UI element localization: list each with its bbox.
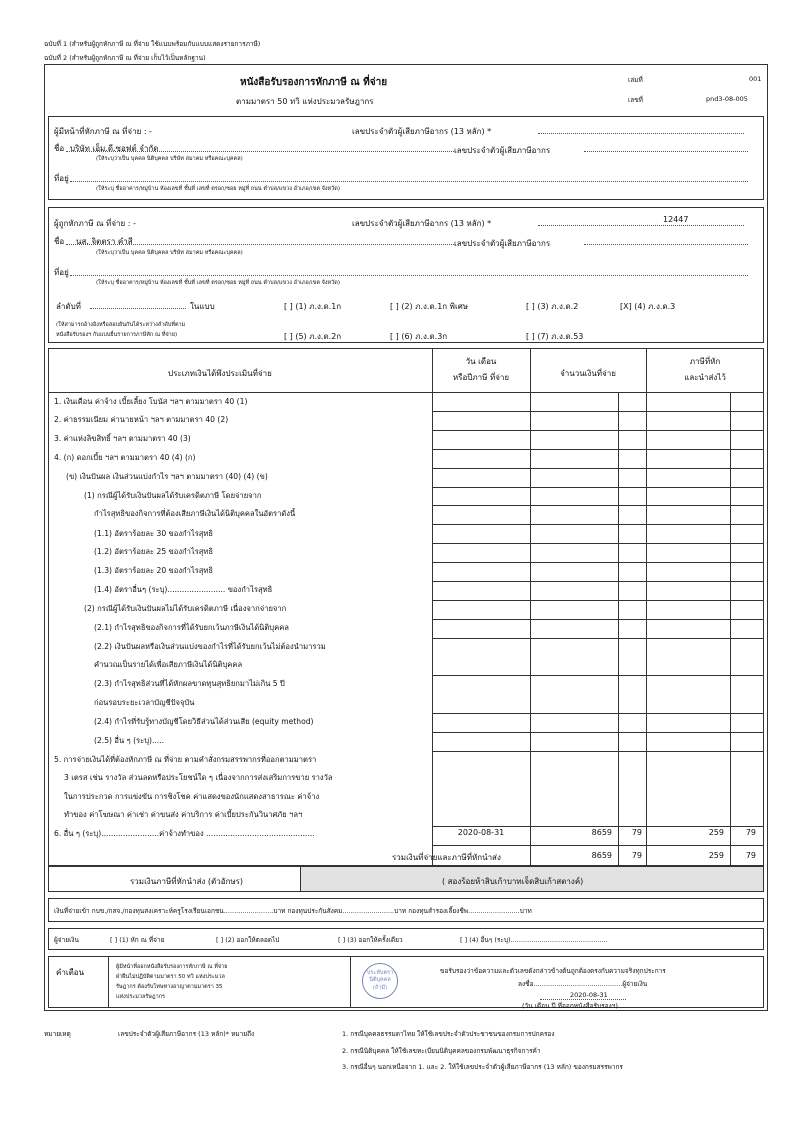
income-row: 4. (ก) ดอกเบี้ย ฯลฯ ตามมาตรา 40 (4) (ก) — [54, 453, 196, 462]
payee-tax-id-label: เลขประจำตัวผู้เสียภาษีอากร (13 หลัก) * — [352, 219, 492, 228]
payee-address-hint: (ให้ระบุ ชื่ออาคาร/หมู่บ้าน ห้องเลขที่ ชั้นที่ เลขที่ ตรอก/ซอย หมู่ที่ ถนน ตำบล/แขวง อำเภอ/เขต จังหวัด) — [96, 280, 340, 286]
payee-tax-id-field — [538, 225, 744, 226]
warning-line-3: รัษฎากร ต้องรับโทษทางอาญาตามมาตรา 35 — [116, 984, 223, 990]
notes-tax-id: เลขประจำตัวผู้เสียภาษีอากร (13 หลัก)* หมายถึง — [118, 1030, 255, 1038]
payer-role-label: ผู้มีหน้าที่หักภาษี ณ ที่จ่าย : - — [54, 127, 152, 136]
income-row: กำไรสุทธิของกิจการที่ต้องเสียภาษีเงินได้นิติบุคคลในอัตราดังนี้ — [94, 509, 296, 518]
grid-line — [432, 411, 764, 412]
grid-line — [432, 562, 764, 563]
col-type-header: ประเภทเงินได้พึงประเมินที่จ่าย — [168, 369, 272, 378]
income-row: (ข) เงินปันผล เงินส่วนแบ่งกำไร ฯลฯ ตามมาตรา (40) (4) (ข) — [66, 472, 268, 481]
number-value: pnd3-08-005 — [706, 95, 748, 103]
form-subtitle: ตามมาตรา 50 ทวิ แห่งประมวลรัษฎากร — [236, 97, 374, 106]
issue-date-caption: (วัน เดือน ปี ที่ออกหนังสือรับรองฯ) — [522, 1002, 618, 1010]
grid-line — [432, 581, 764, 582]
grid-line — [432, 675, 764, 676]
payee-taxpayer-no-field — [584, 244, 748, 245]
note-2: 2. กรณีนิติบุคคล ให้ใช้เลขทะเบียนนิติบุคคลของกรมพัฒนาธุรกิจการค้า — [342, 1047, 541, 1055]
sequence-note-2: หนังสือรับรองฯ กับแบบยื่นรายการภาษีหัก ณ ที่จ่าย) — [56, 332, 178, 338]
payer-tax-id-field — [538, 133, 744, 134]
warning-line-2: ฝ่าฝืนไม่ปฏิบัติตามมาตรา 50 ทวิ แห่งประมวล — [116, 974, 225, 980]
grid-line — [432, 732, 764, 733]
copy1-note: ฉบับที่ 1 (สำหรับผู้ถูกหักภาษี ณ ที่จ่าย ใช้แนบพร้อมกับแบบแสดงรายการภาษี) — [44, 40, 261, 48]
income-row: (1.3) อัตราร้อยละ 20 ของกำไรสุทธิ — [94, 566, 214, 575]
company-seal — [362, 963, 398, 999]
payer-type-label: ผู้จ่ายเงิน — [54, 936, 79, 944]
funds-text: เงินที่จ่ายเข้า กบข./กสจ./กองทุนสงเคราะห์ครูโรงเรียนเอกชน........................บาท กองทุนประกันสังคม.........................บาท กองทุนสำรองเลี้ยงชีพ.........................บาท — [54, 907, 532, 915]
payer-name-hint: (ให้ระบุว่าเป็น บุคคล นิติบุคคล บริษัท สมาคม หรือคณะบุคคล) — [96, 156, 243, 162]
row6-tax: 259 — [708, 828, 724, 837]
income-row: (1.1) อัตราร้อยละ 30 ของกำไรสุทธิ — [94, 529, 214, 538]
total-tax: 259 — [708, 851, 724, 860]
grid-line — [432, 543, 764, 544]
words-value: ( สองร้อยห้าสิบเก้าบาทเจ็ดสิบเก้าสตางค์) — [442, 877, 584, 886]
income-row: 6. อื่น ๆ (ระบุ)........................ค่าจ้างทำของ ............................................. — [54, 829, 315, 838]
grid-line — [432, 505, 764, 506]
form-title: หนังสือรับรองการหักภาษี ณ ที่จ่าย — [240, 77, 388, 88]
grid-line — [432, 826, 764, 827]
payer-address-label: ที่อยู่ — [54, 174, 69, 183]
total-amount-dec: 79 — [631, 851, 642, 860]
income-row: (1.4) อัตราอื่นๆ (ระบุ)........................ ของกำไรสุทธิ — [94, 585, 273, 594]
payee-name-field — [66, 244, 454, 245]
warning-label: คำเตือน — [56, 968, 85, 977]
payer-option-always[interactable]: [ ] (2) ออกให้ตลอดไป — [216, 936, 280, 944]
income-row: (1.2) อัตราร้อยละ 25 ของกำไรสุทธิ — [94, 547, 214, 556]
row6-amount-dec: 79 — [631, 828, 642, 837]
income-row: 5. การจ่ายเงินได้ที่ต้องหักภาษี ณ ที่จ่าย ตามคำสั่งกรมสรรพากรที่ออกตามมาตรา — [54, 755, 317, 764]
income-row: คำนวณเป็นรายได้เพื่อเสียภาษีเงินได้นิติบุคคล — [94, 660, 243, 669]
income-row: (2.5) อื่น ๆ (ระบุ)..... — [94, 736, 165, 745]
row6-tax-dec: 79 — [745, 828, 756, 837]
payer-option-other[interactable]: [ ] (4) อื่นๆ (ระบุ)............................................... — [460, 936, 608, 944]
payer-name-label: ชื่อ — [54, 144, 65, 153]
book-value: 001 — [749, 75, 762, 83]
payee-role-label: ผู้ถูกหักภาษี ณ ที่จ่าย : - — [54, 219, 136, 228]
form-option-pnd53[interactable]: [ ] (7) ภ.ง.ด.53 — [526, 332, 584, 341]
payer-name-value: บริษัท เอ็ม.ดี.ซอฟต์ จำกัด — [70, 144, 159, 153]
grid-line — [432, 487, 764, 488]
income-row: (2.3) กำไรสุทธิส่วนที่ได้หักผลขาดทุนสุทธิยกมาไม่เกิน 5 ปี — [94, 679, 285, 688]
col-amount-header: จำนวนเงินที่จ่าย — [560, 369, 616, 378]
note-3: 3. กรณีอื่นๆ นอกเหนือจาก 1. และ 2. ให้ใช้เลขประจำตัวผู้เสียภาษีอากร (13 หลัก) ของกรมสรรพากร — [342, 1063, 623, 1071]
grid-line — [432, 600, 764, 601]
income-row: ในการประกวด การแข่งขัน การชิงโชค ค่าแสดงของนักแสดงสาธารณะ ค่าจ้าง — [64, 792, 320, 801]
stamp-text-2: นิติบุคคล — [369, 977, 391, 984]
col-tax-header-2: และนำส่งไว้ — [684, 373, 726, 382]
col-date-header-1: วัน เดือน — [465, 357, 497, 366]
payer-name-field — [66, 151, 454, 152]
grid-line — [432, 524, 764, 525]
grid-line — [432, 751, 764, 752]
form-option-pnd2[interactable]: [ ] (3) ภ.ง.ด.2 — [526, 302, 579, 311]
payee-name-label: ชื่อ — [54, 237, 65, 246]
income-row: 3. ค่าแห่งลิขสิทธิ์ ฯลฯ ตามมาตรา 40 (3) — [54, 434, 191, 443]
signature-line: ลงชื่อ...........................................ผู้จ่ายเงิน — [518, 980, 648, 988]
payee-name-value: นส. จิตตรา คำสี — [76, 237, 133, 246]
total-label: รวมเงินที่จ่ายและภาษีที่หักนำส่ง — [392, 853, 501, 862]
total-tax-dec: 79 — [745, 851, 756, 860]
income-row: ก่อนรอบระยะเวลาบัญชีปัจจุบัน — [94, 698, 195, 707]
payer-option-once[interactable]: [ ] (3) ออกให้ครั้งเดียว — [338, 936, 403, 944]
form-option-pnd3[interactable]: [X] (4) ภ.ง.ด.3 — [620, 302, 676, 311]
payer-tax-id-label: เลขประจำตัวผู้เสียภาษีอากร (13 หลัก) * — [352, 127, 492, 136]
payer-option-withhold[interactable]: [ ] (1) หัก ณ ที่จ่าย — [110, 936, 165, 944]
income-row: (2.4) กำไรที่รับรู้ทางบัญชีโดยวิธีส่วนได้ส่วนเสีย (equity method) — [94, 717, 314, 726]
payee-address-label: ที่อยู่ — [54, 268, 69, 277]
stamp-text-3: (ถ้ามี) — [372, 984, 388, 991]
income-row: (1) กรณีผู้ได้รับเงินปันผลได้รับเครดิตภาษี โดยจ่ายจาก — [84, 491, 262, 500]
payer-address-hint: (ให้ระบุ ชื่ออาคาร/หมู่บ้าน ห้องเลขที่ ชั้นที่ เลขที่ ตรอก/ซอย หมู่ที่ ถนน ตำบล/แขวง อำเภอ/เขต จังหวัด) — [96, 186, 340, 192]
row6-amount: 8659 — [591, 828, 612, 837]
sequence-suffix: ในแบบ — [190, 302, 215, 311]
stamp-text-1: ประทับตรา — [366, 970, 394, 977]
sequence-label: ลำดับที่ — [56, 302, 81, 311]
certify-text: ขอรับรองว่าข้อความและตัวเลขดังกล่าวข้างต้นถูกต้องตรงกับความจริงทุกประการ — [440, 967, 666, 975]
row6-date: 2020-08-31 — [457, 828, 505, 837]
warning-line-1: ผู้มีหน้าที่ออกหนังสือรับรองการหักภาษี ณ ที่จ่าย — [116, 964, 228, 970]
sequence-field — [90, 308, 186, 309]
number-label: เลขที่ — [628, 96, 643, 104]
warning-line-4: แห่งประมวลรัษฎากร — [116, 994, 165, 1000]
payee-taxpayer-no-label: เลขประจำตัวผู้เสียภาษีอากร — [454, 239, 551, 248]
grid-line — [432, 638, 764, 639]
note-1: 1. กรณีบุคคลธรรมดาไทย ให้ใช้เลขประจำตัวประชาชนของกรมการปกครอง — [342, 1030, 555, 1038]
sequence-note-1: (ให้สามารถอ้างอิงหรือสอบยันกันได้ระหว่างลำดับที่ตาม — [56, 322, 186, 328]
col-tax-header-1: ภาษีที่หัก — [689, 357, 721, 366]
payee-tax-id-value: 12447 — [663, 215, 689, 224]
book-label: เล่มที่ — [628, 76, 643, 84]
income-row: 3 เตรส เช่น รางวัล ส่วนลดหรือประโยชน์ใด ๆ เนื่องจากการส่งเสริมการขาย รางวัล — [64, 773, 333, 782]
income-row: (2.2) เงินปันผลหรือเงินส่วนแบ่งของกำไรที่ได้รับยกเว้นไม่ต้องนำมารวม — [94, 642, 326, 651]
income-row: (2.1) กำไรสุทธิของกิจการที่ได้รับยกเว้นภาษีเงินได้นิติบุคคล — [94, 623, 289, 632]
payer-taxpayer-no-field — [584, 151, 748, 152]
issue-date: 2020-08-31 — [570, 991, 608, 999]
payee-address-field — [70, 275, 748, 276]
income-row: (2) กรณีผู้ได้รับเงินปันผลไม่ได้รับเครดิตภาษี เนื่องจากจ่ายจาก — [84, 604, 287, 613]
grid-line — [432, 430, 764, 431]
copy2-note: ฉบับที่ 2 (สำหรับผู้ถูกหักภาษี ณ ที่จ่าย เก็บไว้เป็นหลักฐาน) — [44, 54, 206, 62]
grid-line — [432, 468, 764, 469]
income-row: ทำของ ค่าโฆษณา ค่าเช่า ค่าขนส่ง ค่าบริการ ค่าเบี้ยประกันวินาศภัย ฯลฯ — [64, 810, 303, 819]
grid-line — [432, 619, 764, 620]
income-row: 1. เงินเดือน ค่าจ้าง เบี้ยเลี้ยง โบนัส ฯลฯ ตามมาตรา 40 (1) — [54, 397, 248, 406]
payer-address-field — [70, 181, 748, 182]
notes-label: หมายเหตุ — [44, 1030, 71, 1038]
words-label: รวมเงินภาษีที่หักนำส่ง (ตัวอักษร) — [130, 877, 244, 886]
payer-taxpayer-no-label: เลขประจำตัวผู้เสียภาษีอากร — [454, 146, 551, 155]
income-row: 2. ค่าธรรมเนียม ค่านายหน้า ฯลฯ ตามมาตรา 40 (2) — [54, 415, 229, 424]
col-date-header-2: หรือปีภาษี ที่จ่าย — [452, 373, 510, 382]
form-option-pnd1k-special[interactable]: [ ] (2) ภ.ง.ด.1ก พิเศษ — [390, 302, 469, 311]
form-option-pnd3k[interactable]: [ ] (6) ภ.ง.ด.3ก — [390, 332, 448, 341]
total-amount: 8659 — [591, 851, 612, 860]
form-option-pnd2k[interactable]: [ ] (5) ภ.ง.ด.2ก — [284, 332, 342, 341]
grid-line — [432, 449, 764, 450]
grid-line — [432, 713, 764, 714]
form-option-pnd1k[interactable]: [ ] (1) ภ.ง.ด.1ก — [284, 302, 342, 311]
payee-name-hint: (ให้ระบุว่าเป็น บุคคล นิติบุคคล บริษัท สมาคม หรือคณะบุคคล) — [96, 250, 243, 256]
